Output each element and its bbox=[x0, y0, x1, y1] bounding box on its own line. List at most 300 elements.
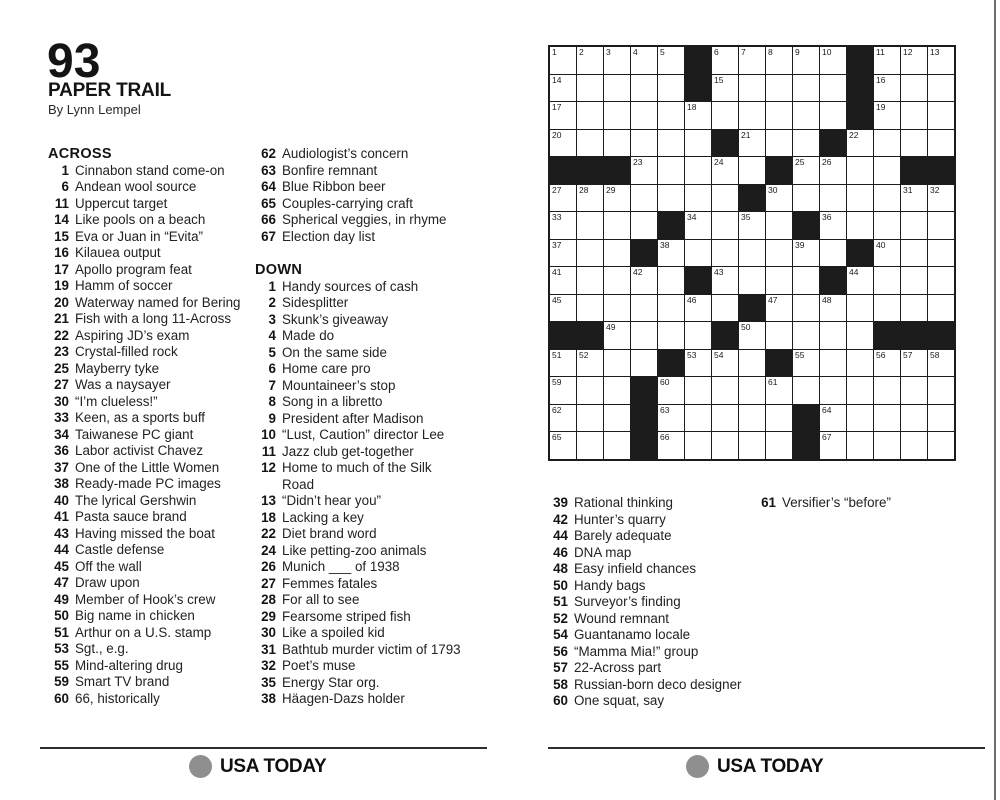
grid-cell bbox=[739, 102, 765, 129]
clue-item bbox=[547, 660, 759, 677]
clue-item bbox=[48, 509, 258, 526]
clue-text: Was a naysayer bbox=[75, 377, 171, 392]
grid-cell bbox=[685, 130, 711, 157]
grid-cell bbox=[712, 405, 738, 432]
grid-cell bbox=[766, 75, 792, 102]
grid-cell bbox=[928, 185, 954, 212]
grid-cell bbox=[874, 75, 900, 102]
clue-item bbox=[255, 427, 465, 444]
grid-cell-black bbox=[631, 432, 657, 459]
grid-cell-black bbox=[739, 295, 765, 322]
clue-item bbox=[255, 625, 465, 642]
clue-item bbox=[547, 495, 759, 512]
grid-cell bbox=[766, 295, 792, 322]
clue-number: 64 bbox=[261, 179, 276, 194]
grid-cell bbox=[928, 350, 954, 377]
clue-text: Handy sources of cash bbox=[282, 278, 419, 294]
grid-cell-number: 40 bbox=[876, 239, 886, 250]
grid-cell bbox=[820, 47, 846, 74]
grid-cell bbox=[874, 405, 900, 432]
clue-column-down-3 bbox=[755, 495, 990, 512]
clue-text: Hunter’s quarry bbox=[574, 511, 666, 527]
clue-number: 31 bbox=[261, 641, 276, 657]
grid-cell-number: 18 bbox=[687, 102, 697, 112]
grid-cell-number: 42 bbox=[633, 267, 643, 277]
footer-rule-left bbox=[40, 747, 487, 749]
grid-cell bbox=[685, 212, 711, 239]
grid-cell bbox=[820, 295, 846, 322]
grid-cell-number: 43 bbox=[714, 267, 724, 277]
clue-text: Keen, as a sports buff bbox=[75, 410, 206, 425]
down-heading: DOWN bbox=[255, 262, 303, 278]
grid-cell bbox=[685, 240, 711, 267]
clue-text: Versifier’s “before” bbox=[782, 495, 891, 510]
clue-text: Bathtub murder victim of 1793 bbox=[282, 641, 461, 657]
clue-number: 45 bbox=[54, 558, 69, 574]
grid-cell bbox=[901, 350, 927, 377]
clue-item bbox=[48, 262, 258, 279]
clue-text: Diet brand word bbox=[282, 526, 377, 541]
grid-cell bbox=[658, 240, 684, 267]
grid-cell-number: 24 bbox=[714, 157, 724, 167]
clue-text: Häagen-Dazs holder bbox=[282, 691, 405, 706]
grid-cell-black bbox=[550, 157, 576, 184]
grid-cell bbox=[901, 405, 927, 432]
clue-number: 29 bbox=[261, 608, 276, 624]
clue-text: Fearsome striped fish bbox=[282, 608, 411, 624]
clue-text: Handy bags bbox=[574, 577, 646, 593]
clue-text: Like a spoiled kid bbox=[282, 625, 385, 640]
grid-cell-number: 65 bbox=[552, 432, 562, 442]
clue-number: 16 bbox=[54, 245, 69, 260]
grid-cell bbox=[901, 377, 927, 404]
grid-cell-number: 52 bbox=[579, 349, 589, 360]
clue-text: Pasta sauce brand bbox=[75, 509, 187, 524]
grid-cell-number: 8 bbox=[768, 47, 773, 57]
clue-item bbox=[547, 512, 759, 529]
down-clue-list-2 bbox=[547, 495, 759, 710]
grid-cell bbox=[928, 432, 954, 459]
clue-item bbox=[48, 344, 258, 361]
clue-text: Bonfire remnant bbox=[282, 162, 378, 178]
clue-item bbox=[48, 691, 258, 708]
clue-number: 27 bbox=[261, 575, 276, 591]
clue-item bbox=[48, 179, 258, 196]
grid-cell bbox=[820, 432, 846, 459]
grid-cell-black bbox=[928, 157, 954, 184]
clue-item bbox=[547, 594, 759, 611]
clue-number: 21 bbox=[54, 311, 69, 326]
grid-cell bbox=[550, 185, 576, 212]
grid-cell bbox=[793, 322, 819, 349]
down-clue-list-1 bbox=[255, 279, 465, 708]
grid-cell-black bbox=[604, 157, 630, 184]
grid-cell bbox=[604, 212, 630, 239]
grid-cell bbox=[712, 47, 738, 74]
clue-text: Draw upon bbox=[75, 575, 140, 590]
grid-cell bbox=[658, 322, 684, 349]
grid-cell bbox=[793, 75, 819, 102]
clue-text: “Didn’t hear you” bbox=[282, 493, 381, 508]
grid-cell bbox=[820, 157, 846, 184]
grid-cell-number: 30 bbox=[768, 184, 778, 195]
grid-cell bbox=[550, 350, 576, 377]
grid-cell bbox=[739, 47, 765, 74]
grid-cell bbox=[550, 405, 576, 432]
grid-cell-number: 1 bbox=[552, 47, 557, 57]
grid-cell bbox=[928, 405, 954, 432]
clue-text: Member of Hook’s crew bbox=[75, 591, 216, 607]
grid-cell-number: 2 bbox=[579, 47, 584, 57]
grid-cell bbox=[631, 47, 657, 74]
grid-cell-number: 6 bbox=[714, 47, 719, 57]
clue-item bbox=[48, 608, 258, 625]
clue-number: 27 bbox=[54, 377, 69, 392]
clue-number: 49 bbox=[54, 591, 69, 607]
grid-cell bbox=[577, 212, 603, 239]
grid-cell bbox=[658, 432, 684, 459]
grid-cell bbox=[685, 350, 711, 377]
grid-cell bbox=[577, 432, 603, 459]
usa-today-logo-right bbox=[686, 755, 823, 778]
grid-cell-black bbox=[793, 405, 819, 432]
grid-cell bbox=[604, 432, 630, 459]
grid-cell-black bbox=[901, 322, 927, 349]
clue-item bbox=[48, 592, 258, 609]
clue-number: 38 bbox=[54, 476, 69, 491]
clue-item bbox=[48, 278, 258, 295]
puzzle-byline: By Lynn Lempel bbox=[48, 102, 141, 117]
grid-cell bbox=[658, 130, 684, 157]
clue-number: 11 bbox=[261, 443, 276, 459]
clue-number: 32 bbox=[261, 658, 276, 673]
clue-number: 19 bbox=[54, 278, 69, 293]
grid-cell-number: 17 bbox=[552, 102, 562, 112]
grid-cell bbox=[658, 267, 684, 294]
clue-item bbox=[48, 427, 258, 444]
grid-cell bbox=[658, 75, 684, 102]
clue-item bbox=[255, 295, 465, 312]
clue-text: Eva or Juan in “Evita” bbox=[75, 228, 204, 244]
grid-cell bbox=[820, 240, 846, 267]
clue-item bbox=[48, 229, 258, 246]
clue-text: Munich ___ of 1938 bbox=[282, 559, 400, 574]
clue-number: 13 bbox=[261, 493, 276, 508]
clue-number: 30 bbox=[54, 393, 69, 409]
grid-cell-black bbox=[658, 212, 684, 239]
grid-cell-number: 31 bbox=[903, 184, 913, 195]
grid-cell bbox=[901, 102, 927, 129]
grid-cell-number: 41 bbox=[552, 267, 562, 277]
grid-cell-number: 33 bbox=[552, 212, 562, 222]
clue-number: 5 bbox=[268, 344, 276, 360]
grid-cell bbox=[604, 47, 630, 74]
grid-cell-black bbox=[712, 130, 738, 157]
clue-text: Home care pro bbox=[282, 361, 371, 376]
grid-cell-number: 46 bbox=[687, 294, 697, 305]
clue-number: 54 bbox=[553, 627, 568, 642]
clue-number: 44 bbox=[54, 542, 69, 557]
clue-number: 61 bbox=[761, 495, 776, 510]
grid-cell bbox=[847, 377, 873, 404]
grid-cell bbox=[847, 185, 873, 212]
grid-cell bbox=[766, 130, 792, 157]
grid-cell bbox=[685, 405, 711, 432]
grid-cell bbox=[739, 75, 765, 102]
grid-cell bbox=[847, 405, 873, 432]
clue-item bbox=[48, 212, 258, 229]
grid-cell-number: 29 bbox=[606, 184, 616, 195]
clue-number: 59 bbox=[54, 674, 69, 689]
grid-cell bbox=[901, 295, 927, 322]
grid-cell bbox=[550, 75, 576, 102]
clue-number: 35 bbox=[261, 674, 276, 690]
clue-item bbox=[255, 609, 465, 626]
clue-number: 18 bbox=[261, 509, 276, 525]
grid-cell-number: 36 bbox=[822, 212, 832, 222]
grid-cell bbox=[604, 130, 630, 157]
grid-cell bbox=[874, 350, 900, 377]
clue-item bbox=[48, 443, 258, 460]
grid-cell bbox=[874, 240, 900, 267]
grid-cell bbox=[820, 405, 846, 432]
clue-item bbox=[255, 378, 465, 395]
grid-cell-number: 55 bbox=[795, 349, 805, 360]
grid-cell bbox=[550, 130, 576, 157]
clue-number: 62 bbox=[261, 146, 276, 161]
clue-number: 17 bbox=[54, 261, 69, 277]
clue-text: Taiwanese PC giant bbox=[75, 426, 194, 442]
grid-cell-black bbox=[577, 157, 603, 184]
clue-item bbox=[255, 146, 465, 163]
grid-cell-number: 47 bbox=[768, 294, 778, 305]
grid-cell-number: 54 bbox=[714, 349, 724, 360]
grid-cell bbox=[712, 240, 738, 267]
grid-cell-number: 48 bbox=[822, 294, 832, 305]
clue-item bbox=[255, 592, 465, 609]
clue-item bbox=[48, 245, 258, 262]
grid-cell-number: 56 bbox=[876, 349, 886, 360]
usa-today-circle-icon bbox=[686, 755, 709, 778]
clue-number: 10 bbox=[261, 427, 276, 442]
grid-cell-number: 50 bbox=[741, 322, 751, 332]
grid-cell bbox=[577, 350, 603, 377]
grid-cell bbox=[604, 295, 630, 322]
clue-number: 20 bbox=[54, 294, 69, 310]
grid-cell bbox=[550, 377, 576, 404]
clue-number: 48 bbox=[553, 561, 568, 576]
clue-number: 38 bbox=[261, 691, 276, 706]
grid-cell bbox=[739, 240, 765, 267]
clue-text: Ready-made PC images bbox=[75, 476, 221, 491]
grid-cell bbox=[928, 47, 954, 74]
grid-cell-number: 15 bbox=[714, 74, 724, 85]
grid-cell bbox=[793, 240, 819, 267]
grid-cell bbox=[550, 102, 576, 129]
grid-cell-number: 35 bbox=[741, 212, 751, 222]
usa-today-wordmark: USA TODAY bbox=[717, 755, 824, 777]
clue-number: 14 bbox=[54, 212, 69, 227]
usa-today-logo-left bbox=[189, 755, 326, 778]
grid-cell bbox=[928, 212, 954, 239]
grid-cell-number: 23 bbox=[633, 157, 643, 167]
grid-cell bbox=[928, 130, 954, 157]
clue-text: Audiologist’s concern bbox=[282, 146, 409, 161]
grid-cell bbox=[712, 350, 738, 377]
grid-cell-number: 32 bbox=[930, 184, 940, 195]
grid-cell-black bbox=[901, 157, 927, 184]
clue-text: Smart TV brand bbox=[75, 674, 170, 689]
clue-text: Sgt., e.g. bbox=[75, 641, 129, 656]
grid-cell-black bbox=[793, 432, 819, 459]
clue-text: 22-Across part bbox=[574, 660, 662, 675]
grid-cell bbox=[847, 432, 873, 459]
clue-item bbox=[547, 528, 759, 545]
clue-item bbox=[48, 493, 258, 510]
clue-item bbox=[255, 576, 465, 593]
grid-cell bbox=[712, 185, 738, 212]
grid-cell bbox=[793, 130, 819, 157]
across-clue-list-2 bbox=[255, 146, 465, 245]
grid-cell bbox=[658, 185, 684, 212]
grid-cell bbox=[712, 377, 738, 404]
clue-text: Easy infield chances bbox=[574, 561, 697, 576]
clue-item bbox=[255, 543, 465, 560]
clue-item bbox=[547, 578, 759, 595]
grid-cell bbox=[712, 212, 738, 239]
grid-cell-black bbox=[631, 240, 657, 267]
grid-cell-number: 49 bbox=[606, 322, 616, 332]
grid-cell-black bbox=[793, 212, 819, 239]
clue-item bbox=[48, 559, 258, 576]
clue-item bbox=[48, 377, 258, 394]
grid-cell-number: 4 bbox=[633, 47, 638, 57]
clue-item bbox=[48, 311, 258, 328]
grid-cell bbox=[604, 350, 630, 377]
grid-cell bbox=[712, 157, 738, 184]
grid-cell-black bbox=[847, 75, 873, 102]
grid-cell-number: 16 bbox=[876, 74, 886, 85]
grid-cell bbox=[901, 130, 927, 157]
grid-cell bbox=[658, 157, 684, 184]
grid-cell bbox=[604, 75, 630, 102]
grid-cell bbox=[793, 47, 819, 74]
grid-cell-black bbox=[658, 350, 684, 377]
clue-item bbox=[547, 677, 759, 694]
clue-item bbox=[255, 675, 465, 692]
clue-text: Wound remnant bbox=[574, 610, 670, 626]
clue-number: 52 bbox=[553, 610, 568, 626]
clue-number: 36 bbox=[54, 443, 69, 458]
clue-item bbox=[48, 410, 258, 427]
clue-text: Home to much of the Silk Road bbox=[282, 460, 432, 492]
grid-cell-number: 44 bbox=[849, 267, 859, 277]
grid-cell bbox=[739, 405, 765, 432]
grid-cell bbox=[766, 102, 792, 129]
clue-item bbox=[255, 510, 465, 527]
grid-cell-black bbox=[577, 322, 603, 349]
clue-item bbox=[547, 561, 759, 578]
clue-text: DNA map bbox=[574, 544, 632, 560]
grid-cell-number: 53 bbox=[687, 349, 697, 360]
grid-cell bbox=[766, 322, 792, 349]
grid-cell-number: 51 bbox=[552, 349, 562, 360]
grid-cell bbox=[604, 185, 630, 212]
grid-cell bbox=[766, 405, 792, 432]
clue-text: “Lust, Caution” director Lee bbox=[282, 427, 445, 442]
grid-cell-number: 58 bbox=[930, 349, 940, 360]
clue-number: 1 bbox=[61, 162, 69, 178]
usa-today-wordmark: USA TODAY bbox=[220, 755, 327, 777]
grid-cell-number: 10 bbox=[822, 47, 832, 57]
grid-cell bbox=[658, 295, 684, 322]
grid-cell-black bbox=[766, 350, 792, 377]
clue-number: 1 bbox=[268, 278, 276, 294]
down-clue-list-3 bbox=[755, 495, 990, 512]
clue-number: 6 bbox=[268, 361, 276, 376]
grid-cell bbox=[550, 295, 576, 322]
grid-cell bbox=[874, 47, 900, 74]
grid-cell bbox=[901, 185, 927, 212]
clue-number: 43 bbox=[54, 525, 69, 541]
clue-item bbox=[48, 575, 258, 592]
grid-cell bbox=[685, 295, 711, 322]
clue-item bbox=[48, 196, 258, 213]
grid-cell bbox=[766, 212, 792, 239]
grid-cell bbox=[631, 295, 657, 322]
clue-text: Labor activist Chavez bbox=[75, 443, 204, 458]
clue-item bbox=[255, 559, 465, 576]
clue-text: “Mamma Mia!” group bbox=[574, 643, 699, 659]
grid-cell bbox=[604, 405, 630, 432]
clue-text: Aspiring JD’s exam bbox=[75, 327, 190, 343]
clue-text: Surveyor’s finding bbox=[574, 594, 681, 609]
clue-item bbox=[48, 328, 258, 345]
clue-number: 50 bbox=[54, 608, 69, 623]
clue-number: 47 bbox=[54, 575, 69, 590]
grid-cell bbox=[901, 432, 927, 459]
grid-cell-black bbox=[847, 240, 873, 267]
grid-cell-black bbox=[685, 267, 711, 294]
across-clue-list-1 bbox=[48, 163, 258, 708]
grid-cell bbox=[550, 432, 576, 459]
clue-text: Big name in chicken bbox=[75, 608, 195, 623]
clue-item bbox=[255, 212, 465, 229]
clue-number: 63 bbox=[261, 162, 276, 178]
clue-number: 46 bbox=[553, 544, 568, 560]
grid-cell bbox=[577, 405, 603, 432]
grid-cell bbox=[604, 377, 630, 404]
grid-cell bbox=[793, 157, 819, 184]
grid-cell bbox=[901, 212, 927, 239]
grid-cell-black bbox=[685, 75, 711, 102]
grid-cell-number: 13 bbox=[930, 47, 940, 57]
grid-cell bbox=[712, 267, 738, 294]
grid-cell bbox=[577, 295, 603, 322]
grid-cell bbox=[631, 130, 657, 157]
clue-item bbox=[48, 460, 258, 477]
grid-cell-black bbox=[631, 377, 657, 404]
clue-number: 22 bbox=[54, 327, 69, 343]
clue-text: Apollo program feat bbox=[75, 261, 192, 277]
grid-cell-number: 9 bbox=[795, 47, 800, 57]
grid-cell bbox=[874, 102, 900, 129]
grid-cell bbox=[577, 102, 603, 129]
grid-cell-number: 61 bbox=[768, 377, 778, 387]
clue-item bbox=[255, 460, 465, 493]
clue-number: 65 bbox=[261, 195, 276, 211]
clue-item bbox=[48, 625, 258, 642]
